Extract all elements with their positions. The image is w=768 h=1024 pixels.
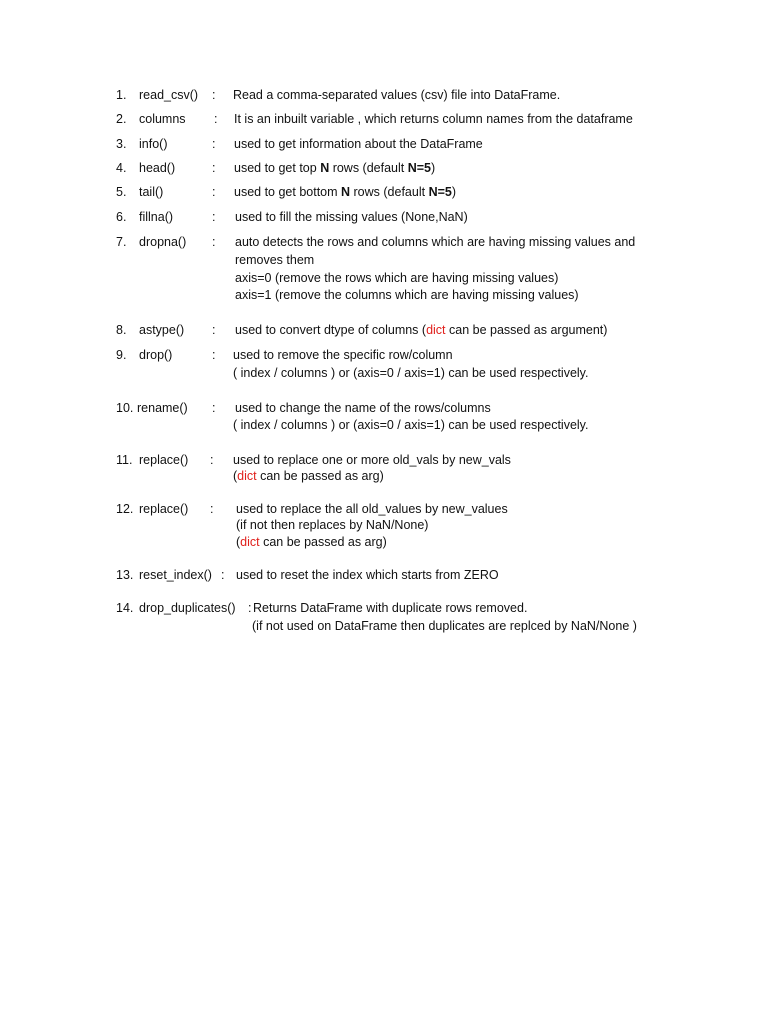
separator: : xyxy=(212,185,216,199)
description-continued: (if not then replaces by NaN/None) xyxy=(236,518,429,532)
description: Read a comma-separated values (csv) file into DataFrame. xyxy=(233,88,561,102)
text: can be passed as arg) xyxy=(259,535,387,549)
separator: : xyxy=(248,601,252,615)
function-name: columns xyxy=(139,112,186,126)
description-continued: ( index / columns ) or (axis=0 / axis=1) can be used respectively. xyxy=(233,366,589,380)
dict-keyword: dict xyxy=(426,323,446,337)
description-axis1: axis=1 (remove the columns which are having missing values) xyxy=(235,288,579,302)
function-name: replace() xyxy=(139,502,189,516)
text: ) xyxy=(431,161,436,175)
text: can be passed as arg) xyxy=(256,469,384,483)
dict-keyword: dict xyxy=(237,469,257,483)
description: used to replace one or more old_vals by new_vals xyxy=(233,453,511,467)
bold-text: N=5 xyxy=(428,185,452,199)
description: Returns DataFrame with duplicate rows removed. xyxy=(253,601,528,615)
function-name: tail() xyxy=(139,185,164,199)
item-number: 7. xyxy=(116,235,127,249)
function-name: drop_duplicates() xyxy=(139,601,236,615)
function-name: drop() xyxy=(139,348,173,362)
item-number: 4. xyxy=(116,161,127,175)
function-name: reset_index() xyxy=(139,568,212,582)
description xyxy=(234,184,456,201)
item-number: 6. xyxy=(116,210,127,224)
description xyxy=(235,322,607,339)
separator: : xyxy=(212,323,216,337)
description-continued xyxy=(233,468,384,485)
description: used to replace the all old_values by new_values xyxy=(236,502,508,516)
function-name: astype() xyxy=(139,323,185,337)
separator: : xyxy=(212,161,216,175)
separator: : xyxy=(212,348,216,362)
separator: : xyxy=(212,235,216,249)
function-name: info() xyxy=(139,137,168,151)
separator: : xyxy=(212,88,216,102)
text: rows (default xyxy=(350,185,429,199)
separator: : xyxy=(210,502,214,516)
description: auto detects the rows and columns which are having missing values and xyxy=(235,235,636,249)
text: used to get top xyxy=(234,161,321,175)
description-continued: ( index / columns ) or (axis=0 / axis=1) can be used respectively. xyxy=(233,418,589,432)
separator: : xyxy=(221,568,225,582)
item-number: 12. xyxy=(116,502,134,516)
description: used to reset the index which starts from ZERO xyxy=(236,568,499,582)
item-number: 5. xyxy=(116,185,127,199)
description-continued: (if not used on DataFrame then duplicates are replced by NaN/None ) xyxy=(252,619,637,633)
item-number: 13. xyxy=(116,568,134,582)
text: can be passed as argument) xyxy=(445,323,608,337)
item-number: 14. xyxy=(116,601,134,615)
separator: : xyxy=(210,453,214,467)
function-name: read_csv() xyxy=(139,88,199,102)
text: ( xyxy=(236,535,241,549)
separator: : xyxy=(212,210,216,224)
item-number: 2. xyxy=(116,112,127,126)
description xyxy=(234,160,435,177)
function-name: rename() xyxy=(137,401,188,415)
description-continued xyxy=(236,534,387,551)
separator: : xyxy=(212,137,216,151)
item-number: 3. xyxy=(116,137,127,151)
separator: : xyxy=(212,401,216,415)
item-number: 11. xyxy=(116,453,133,467)
text: ( xyxy=(233,469,238,483)
function-name: dropna() xyxy=(139,235,187,249)
function-name: fillna() xyxy=(139,210,174,224)
item-number: 8. xyxy=(116,323,127,337)
item-number: 10. xyxy=(116,401,134,415)
description: It is an inbuilt variable , which returns column names from the dataframe xyxy=(234,112,633,126)
bold-text: N xyxy=(341,185,351,199)
bold-text: N=5 xyxy=(407,161,432,175)
description: used to remove the specific row/column xyxy=(233,348,453,362)
separator: : xyxy=(214,112,218,126)
text: used to convert dtype of columns ( xyxy=(235,323,427,337)
description: used to get information about the DataFrame xyxy=(234,137,483,151)
description: used to fill the missing values (None,NaN) xyxy=(235,210,468,224)
text: used to get bottom xyxy=(234,185,342,199)
item-number: 9. xyxy=(116,348,127,362)
item-number: 1. xyxy=(116,88,127,102)
description-axis0: axis=0 (remove the rows which are having missing values) xyxy=(235,271,559,285)
description: used to change the name of the rows/columns xyxy=(235,401,491,415)
text: rows (default xyxy=(329,161,408,175)
text: ) xyxy=(451,185,457,199)
description-continued: removes them xyxy=(235,253,315,267)
function-name: head() xyxy=(139,161,176,175)
function-name: replace() xyxy=(139,453,189,467)
dict-keyword: dict xyxy=(240,535,260,549)
bold-text: N xyxy=(320,161,330,175)
